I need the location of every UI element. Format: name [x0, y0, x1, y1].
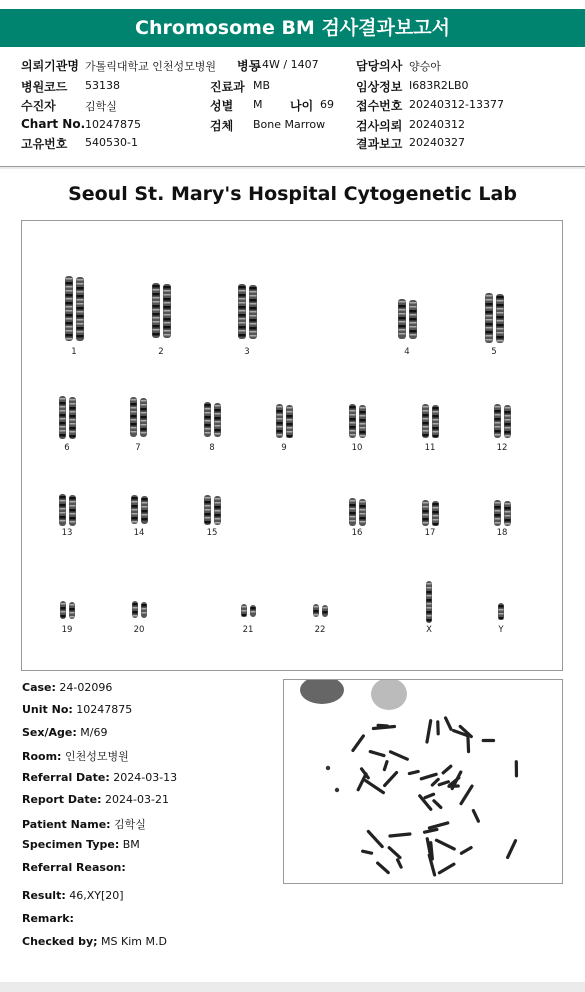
metaphase-chromosome: [353, 736, 363, 751]
metaphase-chromosome: [461, 786, 472, 804]
clinical-label: 임상정보: [356, 80, 403, 94]
doctor-value: 양승아: [409, 60, 441, 73]
detail-row: [22, 935, 167, 948]
metaphase-chromosome: [425, 794, 433, 797]
chromosome-pair-17: [422, 500, 439, 526]
detail-key: Unit No:: [22, 703, 73, 716]
metaphase-chromosome: [390, 834, 410, 836]
chart-no-label: Chart No.: [21, 117, 86, 131]
chromosome-label: 7: [135, 443, 141, 453]
chromosome-label: 11: [424, 443, 436, 453]
detail-value: 2024-03-13: [109, 771, 178, 784]
metaphase-chromosome: [385, 773, 397, 786]
cytogenetic-report: [0, 169, 585, 982]
detail-row: [22, 861, 126, 874]
metaphase-chromosome: [366, 781, 384, 793]
result-date-label: 결과보고: [356, 137, 403, 151]
metaphase-chromosome: [370, 752, 384, 756]
institution-label: 의뢰기관명: [21, 59, 79, 73]
age-label: 나이: [290, 99, 314, 113]
ward-label: 병동: [237, 59, 261, 73]
metaphase-chromosome: [378, 725, 387, 726]
chromosome-pair-4: [398, 299, 417, 339]
chromosome-label: Y: [498, 625, 504, 635]
chromosome-pair-1: [65, 276, 84, 341]
metaphase-chromosome: [389, 848, 400, 858]
metaphase-chromosome: [363, 851, 372, 853]
dept-value: MB: [253, 79, 271, 92]
detail-row: [22, 726, 107, 739]
chromosome-pair-15: [204, 495, 221, 525]
detail-row: [22, 748, 129, 764]
cell-nucleus: [300, 680, 344, 704]
chromosome-pair-8: [204, 402, 221, 437]
metaphase-chromosome: [425, 829, 437, 832]
detail-key: Specimen Type:: [22, 838, 120, 851]
detail-value: 인천성모병원: [61, 750, 129, 763]
chromosome-pair-14: [131, 495, 148, 524]
detail-value: MS Kim M.D: [97, 935, 167, 948]
detail-row: [22, 912, 74, 925]
metaphase-chromosome: [378, 863, 389, 873]
metaphase-chromosome: [508, 841, 516, 858]
chromosome-label: 6: [64, 443, 70, 453]
metaphase-chromosome: [390, 752, 407, 759]
chromosome-label: X: [426, 625, 432, 635]
detail-value: M/69: [76, 726, 108, 739]
id-value: 540530-1: [85, 136, 138, 149]
clinical-value: I683R2LB0: [409, 79, 469, 92]
doctor-label: 담당의사: [356, 59, 403, 73]
detail-key: Remark:: [22, 912, 74, 925]
lab-title: Seoul St. Mary's Hospital Cytogenetic Lab: [68, 183, 517, 205]
detail-row: [22, 681, 112, 694]
chromosome-pair-19: [60, 601, 75, 619]
receipt-value: 20240312-13377: [409, 98, 504, 111]
chromosome-label: 16: [351, 528, 363, 538]
chromosome-label: 13: [61, 528, 73, 538]
metaphase-chromosome: [432, 779, 438, 785]
chromosome-pair-3: [238, 284, 257, 339]
chromosome-pair-7: [130, 397, 147, 437]
chromosome-pair-10: [349, 404, 366, 438]
metaphase-chromosome: [335, 788, 339, 792]
chromosome-pair-X: [426, 581, 432, 623]
detail-key: Referral Reason:: [22, 861, 126, 874]
detail-key: Case:: [22, 681, 56, 694]
detail-row: [22, 793, 169, 806]
chromosome-pair-21: [241, 604, 256, 617]
chromosome-label: 18: [496, 528, 508, 538]
sex-label: 성별: [210, 99, 234, 113]
metaphase-chromosome: [398, 860, 401, 867]
chromosome-label: 4: [404, 347, 410, 357]
chromosome-label: 8: [209, 443, 215, 453]
hospital-code-value: 53138: [85, 79, 120, 92]
chromosome-pair-20: [132, 601, 147, 618]
chromosome-label: 14: [133, 528, 145, 538]
metaphase-chromosome: [427, 721, 431, 742]
detail-key: Report Date:: [22, 793, 102, 806]
chromosome-label: 15: [206, 528, 218, 538]
cell-nucleus: [371, 680, 407, 710]
dept-label: 진료과: [210, 80, 245, 94]
detail-row: [22, 889, 124, 902]
chromosome-label: 17: [424, 528, 436, 538]
detail-key: Checked by;: [22, 935, 98, 948]
chromosome-pair-18: [494, 500, 511, 526]
detail-key: Sex/Age:: [22, 726, 77, 739]
receipt-label: 접수번호: [356, 99, 403, 113]
request-value: 20240312: [409, 118, 465, 131]
detail-value: BM: [119, 838, 140, 851]
detail-key: Result:: [22, 889, 66, 902]
metaphase-chromosome: [439, 782, 448, 785]
chromosome-pair-12: [494, 404, 511, 438]
chromosome-label: 3: [244, 347, 250, 357]
detail-key: Room:: [22, 750, 62, 763]
specimen-label: 검체: [210, 119, 234, 133]
detail-value: 2024-03-21: [101, 793, 169, 806]
metaphase-chromosome: [434, 801, 441, 808]
detail-value: 김학실: [110, 818, 146, 831]
ward-value: 14W / 1407: [255, 58, 319, 71]
chromosome-pair-9: [276, 404, 293, 438]
chart-no-value: 10247875: [85, 118, 141, 131]
metaphase-chromosome: [368, 831, 382, 846]
specimen-value: Bone Marrow: [253, 118, 326, 131]
chromosome-label: 22: [314, 625, 326, 635]
detail-key: Patient Name:: [22, 818, 111, 831]
detail-key: Referral Date:: [22, 771, 110, 784]
metaphase-chromosome: [326, 766, 330, 770]
detail-value: 46,XY[20]: [65, 889, 124, 902]
chromosome-label: 9: [281, 443, 287, 453]
chromosome-label: 2: [158, 347, 164, 357]
metaphase-chromosome: [473, 811, 478, 822]
chromosome-pair-6: [59, 396, 76, 439]
metaphase-chromosome: [461, 848, 471, 854]
patient-info-panel: [0, 47, 585, 167]
metaphase-chromosome: [468, 736, 469, 752]
patient-label: 수진자: [21, 99, 56, 113]
detail-value: 10247875: [72, 703, 133, 716]
request-label: 검사의뢰: [356, 119, 403, 133]
detail-row: [22, 838, 140, 851]
chromosome-label: 5: [491, 347, 497, 357]
metaphase-chromosome: [436, 840, 454, 849]
hospital-code-label: 병원코드: [21, 80, 68, 94]
metaphase-chromosome: [421, 774, 436, 779]
metaphase-chromosome: [384, 762, 387, 770]
metaphase-chromosome: [443, 766, 451, 773]
chromosome-label: 20: [133, 625, 145, 635]
chromosome-pair-11: [422, 404, 439, 438]
id-label: 고유번호: [21, 137, 68, 151]
karyogram-panel: [21, 220, 563, 671]
chromosome-pair-13: [59, 494, 76, 526]
metaphase-chromosome: [429, 823, 447, 828]
chromosome-label: 10: [351, 443, 363, 453]
detail-value: 24-02096: [55, 681, 113, 694]
institution-value: 가톨릭대학교 인천성모병원: [85, 60, 217, 73]
page-bottom: [0, 982, 585, 992]
result-date-value: 20240327: [409, 136, 465, 149]
chromosome-label: 1: [71, 347, 77, 357]
detail-row: [22, 771, 177, 784]
chromosome-label: 21: [242, 625, 254, 635]
sex-value: M: [253, 98, 263, 111]
metaphase-chromosome: [409, 771, 418, 773]
chromosome-pair-5: [485, 293, 504, 343]
patient-value: 김학실: [85, 100, 117, 113]
age-value: 69: [320, 98, 334, 111]
report-title: Chromosome BM 검사결과보고서: [0, 9, 585, 47]
metaphase-image-panel: [283, 679, 563, 884]
chromosome-pair-2: [152, 283, 171, 338]
metaphase-chromosome: [439, 864, 454, 873]
chromosome-pair-22: [313, 604, 328, 617]
karyogram-image: [22, 221, 562, 670]
metaphase-spread-image: [284, 680, 562, 883]
detail-row: [22, 816, 146, 832]
chromosome-pair-Y: [498, 603, 504, 620]
chromosome-label: 19: [61, 625, 73, 635]
chromosome-pair-16: [349, 498, 366, 526]
chromosome-label: 12: [496, 443, 508, 453]
metaphase-chromosome: [446, 718, 451, 729]
detail-row: [22, 703, 132, 716]
